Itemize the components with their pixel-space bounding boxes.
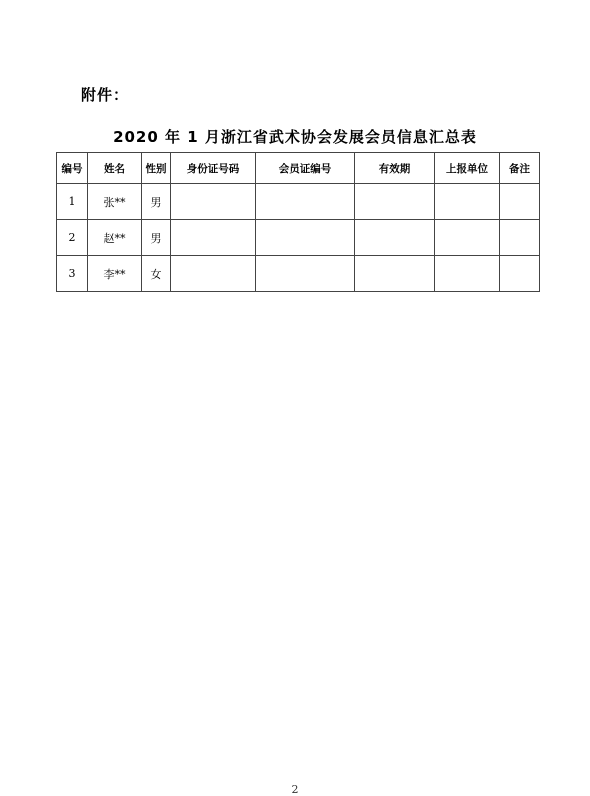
- header-number: 编号: [57, 153, 88, 184]
- cell-member-card-number: [256, 184, 355, 220]
- cell-name: 赵**: [88, 220, 142, 256]
- cell-id-number: [171, 220, 256, 256]
- cell-number: 1: [57, 184, 88, 220]
- header-remarks: 备注: [500, 153, 540, 184]
- cell-validity: [355, 220, 435, 256]
- header-id-number: 身份证号码: [171, 153, 256, 184]
- cell-gender: 男: [142, 184, 171, 220]
- cell-validity: [355, 184, 435, 220]
- page-number: 2: [291, 783, 299, 796]
- cell-remarks: [500, 220, 540, 256]
- attachment-label: 附件：: [81, 86, 130, 104]
- cell-reporting-unit: [435, 220, 500, 256]
- table-header-row: [57, 153, 540, 184]
- header-name: 姓名: [88, 153, 142, 184]
- table-title: 2020 年 1 月浙江省武术协会发展会员信息汇总表: [113, 128, 477, 146]
- cell-number: 2: [57, 220, 88, 256]
- cell-reporting-unit: [435, 256, 500, 292]
- header-gender: 性别: [142, 153, 171, 184]
- cell-name: 张**: [88, 184, 142, 220]
- cell-name: 李**: [88, 256, 142, 292]
- cell-id-number: [171, 256, 256, 292]
- cell-member-card-number: [256, 256, 355, 292]
- table-row: [57, 256, 540, 292]
- cell-remarks: [500, 184, 540, 220]
- cell-validity: [355, 256, 435, 292]
- member-summary-table: [56, 152, 540, 292]
- cell-member-card-number: [256, 220, 355, 256]
- cell-reporting-unit: [435, 184, 500, 220]
- table-row: [57, 184, 540, 220]
- cell-remarks: [500, 256, 540, 292]
- cell-gender: 男: [142, 220, 171, 256]
- header-validity: 有效期: [355, 153, 435, 184]
- cell-gender: 女: [142, 256, 171, 292]
- cell-number: 3: [57, 256, 88, 292]
- cell-id-number: [171, 184, 256, 220]
- table-row: [57, 220, 540, 256]
- header-reporting-unit: 上报单位: [435, 153, 500, 184]
- header-member-card-number: 会员证编号: [256, 153, 355, 184]
